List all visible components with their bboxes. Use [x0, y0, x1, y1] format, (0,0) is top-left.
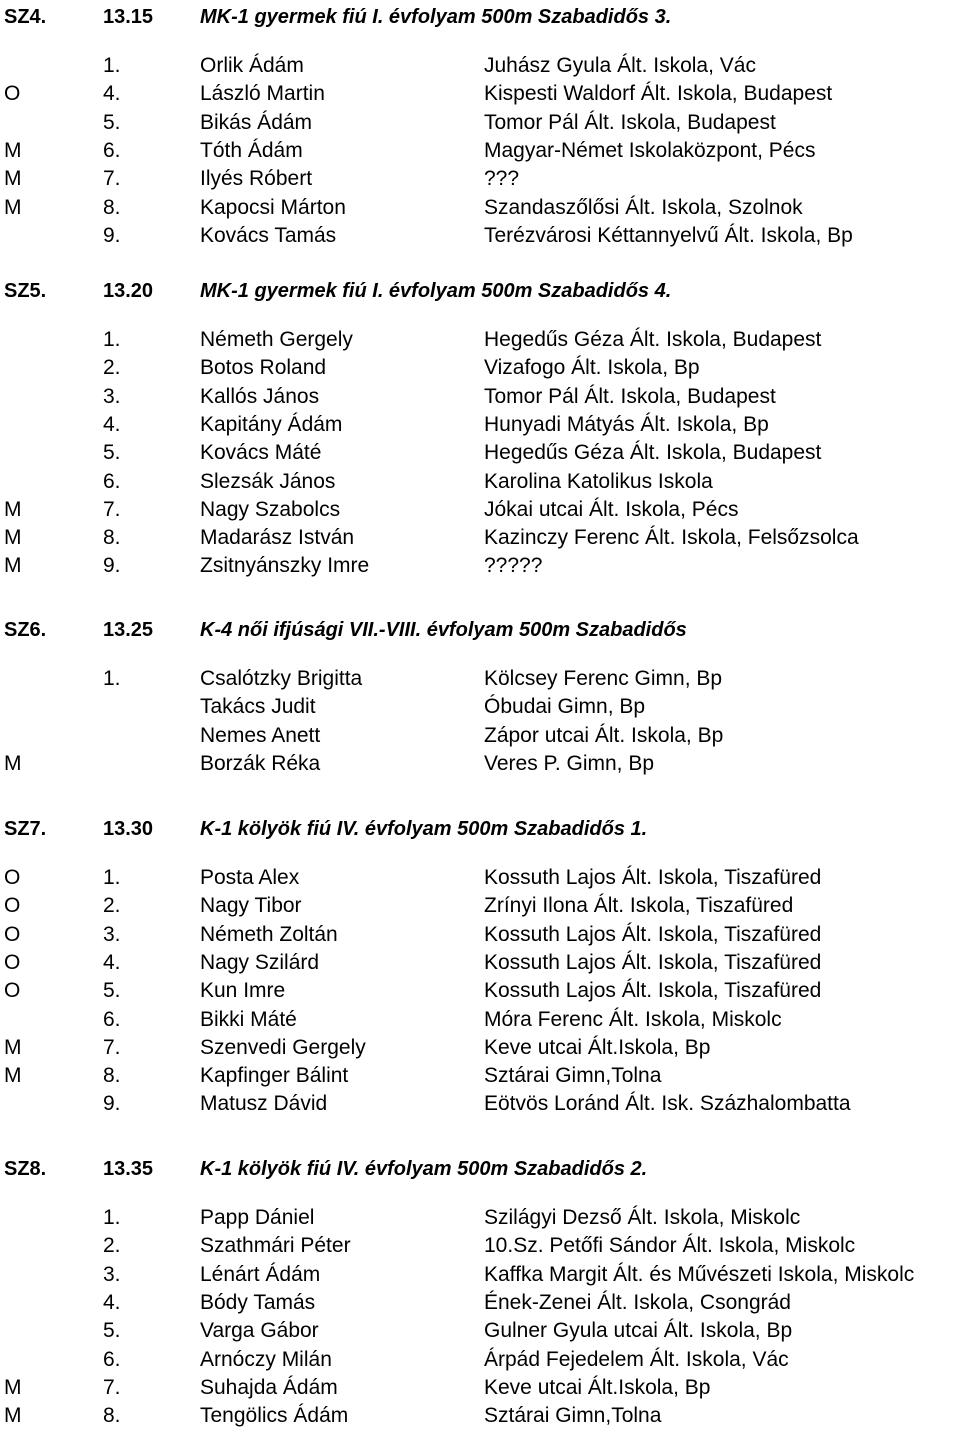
school-name: Hegedűs Géza Ált. Iskola, Budapest: [484, 441, 822, 465]
row-mark: M: [4, 751, 22, 775]
section-code: SZ5.: [4, 280, 47, 302]
row-place: 2.: [103, 356, 121, 380]
row-place: 1.: [103, 667, 121, 690]
result-row: [0, 165, 960, 193]
row-mark: O: [4, 866, 21, 889]
result-row: [0, 1006, 960, 1034]
competitor-name: Zsitnyánszky Imre: [200, 554, 370, 578]
section-header: [0, 616, 960, 644]
school-name: Keve utcai Ált.Iskola, Bp: [484, 1035, 711, 1059]
competitor-name: Németh Gergely: [200, 328, 353, 351]
competitor-name: Németh Zoltán: [200, 922, 338, 946]
school-name: Hunyadi Mátyás Ált. Iskola, Bp: [484, 412, 769, 436]
row-place: 3.: [103, 384, 121, 408]
result-row: [0, 1090, 960, 1118]
school-name: Kispesti Waldorf Ált. Iskola, Budapest: [484, 82, 833, 106]
competitor-name: Lénárt Ádám: [200, 1262, 321, 1286]
competitor-name: Kovács Tamás: [200, 223, 337, 247]
row-place: 4.: [103, 950, 121, 974]
result-row: [0, 722, 960, 750]
result-row: [0, 1062, 960, 1090]
row-place: 3.: [103, 1262, 121, 1286]
row-place: 1.: [103, 328, 121, 351]
competitor-name: Kapocsi Márton: [200, 195, 346, 219]
result-row: [0, 109, 960, 137]
result-row: [0, 80, 960, 108]
result-row: [0, 1374, 960, 1402]
row-place: 4.: [103, 1290, 121, 1314]
competitor-name: László Martin: [200, 82, 325, 106]
competitor-name: Borzák Réka: [200, 751, 321, 775]
competitor-name: Bódy Tamás: [200, 1290, 316, 1314]
row-place: 9.: [103, 554, 121, 578]
row-mark: M: [4, 195, 22, 219]
school-name: Vizafogo Ált. Iskola, Bp: [484, 356, 700, 380]
row-place: 2.: [103, 894, 121, 918]
school-name: Kazinczy Ferenc Ált. Iskola, Felsőzsolca: [484, 526, 859, 550]
competitor-name: Kapfinger Bálint: [200, 1064, 349, 1088]
competitor-name: Nagy Szilárd: [200, 950, 320, 974]
result-row: [0, 383, 960, 411]
row-mark: O: [4, 979, 21, 1003]
competitor-name: Ilyés Róbert: [200, 167, 313, 191]
result-row: [0, 1204, 960, 1232]
row-place: 5.: [103, 441, 121, 465]
competitor-name: Botos Roland: [200, 356, 327, 380]
result-row: [0, 665, 960, 693]
result-row: [0, 1261, 960, 1289]
section-code: SZ4.: [4, 6, 47, 28]
result-row: [0, 524, 960, 552]
result-row: [0, 921, 960, 949]
school-name: Móra Ferenc Ált. Iskola, Miskolc: [484, 1007, 782, 1031]
result-row: [0, 496, 960, 524]
competitor-name: Nemes Anett: [200, 723, 321, 747]
competitor-name: Varga Gábor: [200, 1319, 319, 1343]
section-title: K-4 női ifjúsági VII.-VIII. évfolyam 500m Szabadidős: [200, 619, 687, 641]
section-time: 13.25: [103, 619, 154, 641]
school-name: Szandaszőlősi Ált. Iskola, Szolnok: [484, 195, 803, 219]
row-place: 8.: [103, 195, 121, 219]
row-place: 6.: [103, 1347, 121, 1371]
row-place: 7.: [103, 1035, 121, 1059]
school-name: Juhász Gyula Ált. Iskola, Vác: [484, 54, 756, 77]
row-mark: M: [4, 138, 22, 162]
section-time: 13.35: [103, 1158, 154, 1180]
result-row: [0, 977, 960, 1005]
section-title: K-1 kölyök fiú IV. évfolyam 500m Szabadidős 1.: [200, 818, 648, 840]
competitor-name: Takács Judit: [200, 695, 316, 719]
section-header: [0, 1155, 960, 1183]
result-row: [0, 468, 960, 496]
school-name: 10.Sz. Petőfi Sándor Ált. Iskola, Miskolc: [484, 1234, 856, 1258]
section-title: MK-1 gyermek fiú I. évfolyam 500m Szabadidős 3.: [200, 6, 672, 28]
row-place: 7.: [103, 1375, 121, 1399]
row-mark: M: [4, 1035, 22, 1059]
result-row: [0, 892, 960, 920]
section-code: SZ7.: [4, 818, 47, 840]
row-place: 6.: [103, 138, 121, 162]
competitor-name: Papp Dániel: [200, 1206, 315, 1229]
row-mark: M: [4, 497, 22, 521]
row-place: 1.: [103, 1206, 121, 1229]
school-name: Keve utcai Ált.Iskola, Bp: [484, 1375, 711, 1399]
row-place: 2.: [103, 1234, 121, 1258]
competitor-name: Nagy Szabolcs: [200, 497, 341, 521]
row-mark: M: [4, 1375, 22, 1399]
row-mark: O: [4, 922, 21, 946]
row-place: 8.: [103, 1404, 121, 1428]
result-row: [0, 693, 960, 721]
row-place: 8.: [103, 1064, 121, 1088]
school-name: Magyar-Német Iskolaközpont, Pécs: [484, 138, 816, 162]
row-mark: O: [4, 894, 21, 918]
competitor-name: Tóth Ádám: [200, 138, 303, 162]
row-place: 5.: [103, 110, 121, 134]
school-name: Veres P. Gimn, Bp: [484, 751, 655, 775]
row-place: 4.: [103, 82, 121, 106]
competitor-name: Kun Imre: [200, 979, 286, 1003]
result-row: [0, 52, 960, 80]
row-place: 1.: [103, 866, 121, 889]
row-mark: M: [4, 1064, 22, 1088]
section-time: 13.30: [103, 818, 154, 840]
section-title: K-1 kölyök fiú IV. évfolyam 500m Szabadidős 2.: [200, 1158, 648, 1180]
result-row: [0, 354, 960, 382]
row-mark: M: [4, 1404, 22, 1428]
competitor-name: Szenvedi Gergely: [200, 1035, 366, 1059]
result-row: [0, 1289, 960, 1317]
result-row: [0, 552, 960, 580]
result-row: [0, 949, 960, 977]
result-row: [0, 864, 960, 892]
competitor-name: Suhajda Ádám: [200, 1375, 338, 1399]
section-code: SZ8.: [4, 1158, 47, 1180]
competitor-name: Posta Alex: [200, 866, 300, 889]
school-name: Kossuth Lajos Ált. Iskola, Tiszafüred: [484, 922, 822, 946]
competitor-name: Kovács Máté: [200, 441, 322, 465]
result-row: [0, 1232, 960, 1260]
competitor-name: Matusz Dávid: [200, 1092, 328, 1116]
competitor-name: Slezsák János: [200, 469, 336, 493]
school-name: Hegedűs Géza Ált. Iskola, Budapest: [484, 328, 822, 351]
row-mark: M: [4, 526, 22, 550]
row-mark: M: [4, 554, 22, 578]
section-header: [0, 815, 960, 843]
school-name: Szilágyi Dezső Ált. Iskola, Miskolc: [484, 1206, 801, 1229]
competitor-name: Orlik Ádám: [200, 54, 304, 77]
result-row: [0, 137, 960, 165]
school-name: Sztárai Gimn,Tolna: [484, 1404, 662, 1428]
row-mark: M: [4, 167, 22, 191]
competitor-name: Kallós János: [200, 384, 320, 408]
row-mark: O: [4, 950, 21, 974]
school-name: Kossuth Lajos Ált. Iskola, Tiszafüred: [484, 979, 822, 1003]
row-mark: O: [4, 82, 21, 106]
result-row: [0, 750, 960, 778]
result-row: [0, 1034, 960, 1062]
competitor-name: Bikki Máté: [200, 1007, 297, 1031]
competitor-name: Madarász István: [200, 526, 355, 550]
result-row: [0, 222, 960, 250]
row-place: 5.: [103, 979, 121, 1003]
row-place: 6.: [103, 469, 121, 493]
row-place: 6.: [103, 1007, 121, 1031]
school-name: Kossuth Lajos Ált. Iskola, Tiszafüred: [484, 950, 822, 974]
row-place: 7.: [103, 167, 121, 191]
school-name: Zrínyi Ilona Ált. Iskola, Tiszafüred: [484, 894, 794, 918]
result-row: [0, 1346, 960, 1374]
school-name: Zápor utcai Ált. Iskola, Bp: [484, 723, 724, 747]
school-name: Eötvös Loránd Ált. Isk. Százhalombatta: [484, 1092, 851, 1116]
row-place: 3.: [103, 922, 121, 946]
school-name: Árpád Fejedelem Ált. Iskola, Vác: [484, 1347, 789, 1371]
section-header: [0, 3, 960, 31]
row-place: 8.: [103, 526, 121, 550]
section-time: 13.15: [103, 6, 154, 28]
row-place: 7.: [103, 497, 121, 521]
school-name: ???: [484, 167, 520, 191]
result-row: [0, 411, 960, 439]
section-code: SZ6.: [4, 619, 47, 641]
school-name: Kölcsey Ferenc Gimn, Bp: [484, 667, 723, 690]
school-name: Sztárai Gimn,Tolna: [484, 1064, 662, 1088]
result-row: [0, 1402, 960, 1430]
row-place: 5.: [103, 1319, 121, 1343]
school-name: Gulner Gyula utcai Ált. Iskola, Bp: [484, 1319, 793, 1343]
result-row: [0, 326, 960, 354]
competitor-name: Bikás Ádám: [200, 110, 313, 134]
row-place: 4.: [103, 412, 121, 436]
section-title: MK-1 gyermek fiú I. évfolyam 500m Szabadidős 4.: [200, 280, 672, 302]
competitor-name: Kapitány Ádám: [200, 412, 343, 436]
row-place: 9.: [103, 1092, 121, 1116]
competitor-name: Nagy Tibor: [200, 894, 302, 918]
competitor-name: Csalótzky Brigitta: [200, 667, 363, 690]
result-row: [0, 194, 960, 222]
school-name: Kaffka Margit Ált. és Művészeti Iskola, Miskolc: [484, 1262, 915, 1286]
school-name: Tomor Pál Ált. Iskola, Budapest: [484, 110, 776, 134]
section-time: 13.20: [103, 280, 154, 302]
row-place: 9.: [103, 223, 121, 247]
school-name: Jókai utcai Ált. Iskola, Pécs: [484, 497, 739, 521]
school-name: Kossuth Lajos Ált. Iskola, Tiszafüred: [484, 866, 822, 889]
school-name: Tomor Pál Ált. Iskola, Budapest: [484, 384, 776, 408]
school-name: ?????: [484, 554, 543, 578]
competitor-name: Tengölics Ádám: [200, 1404, 349, 1428]
result-row: [0, 1317, 960, 1345]
school-name: Ének-Zenei Ált. Iskola, Csongrád: [484, 1290, 791, 1314]
competitor-name: Arnóczy Milán: [200, 1347, 332, 1371]
section-header: [0, 277, 960, 305]
row-place: 1.: [103, 54, 121, 77]
competitor-name: Szathmári Péter: [200, 1234, 351, 1258]
school-name: Terézvárosi Kéttannyelvű Ált. Iskola, Bp: [484, 223, 853, 247]
result-row: [0, 439, 960, 467]
school-name: Óbudai Gimn, Bp: [484, 695, 646, 719]
school-name: Karolina Katolikus Iskola: [484, 469, 713, 493]
